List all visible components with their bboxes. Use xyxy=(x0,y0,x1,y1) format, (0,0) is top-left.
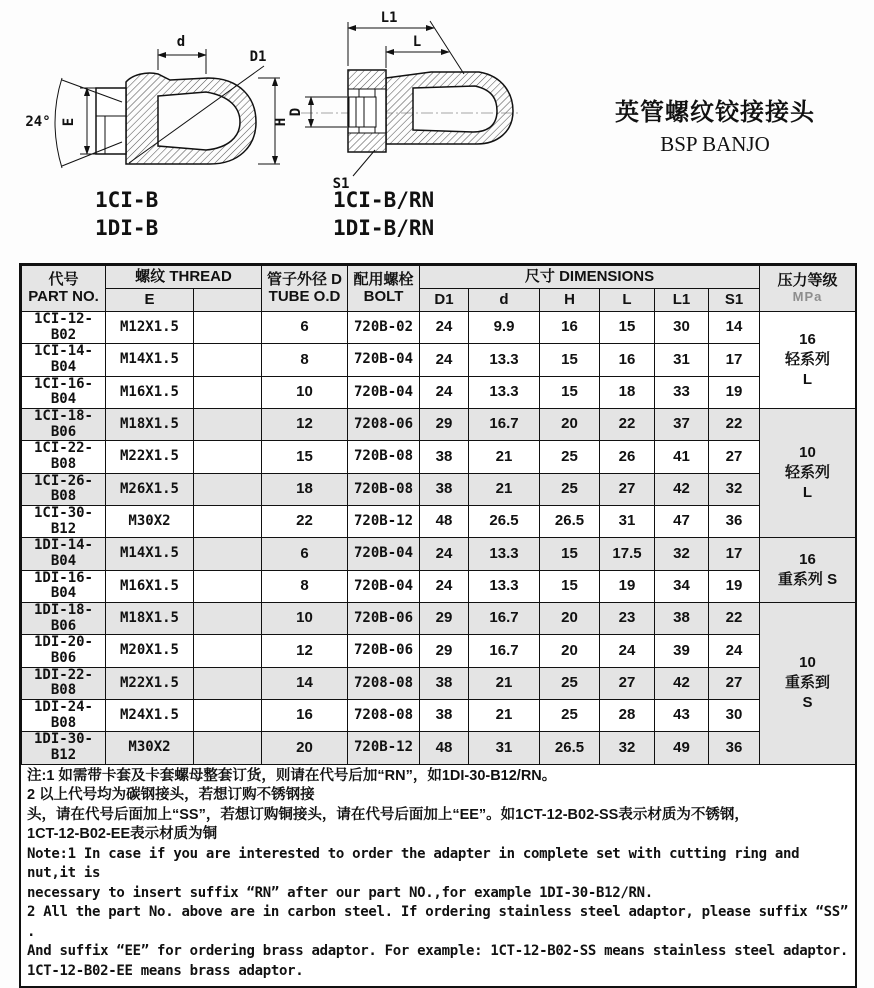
table-row xyxy=(22,506,856,538)
cell-d: 16.7 xyxy=(469,409,540,441)
cell-pressure-group xyxy=(760,603,856,765)
cell-bolt: 7208-08 xyxy=(348,700,420,732)
cell-thread-e: M24X1.5 xyxy=(106,700,194,732)
cell-tube-od: 10 xyxy=(262,376,348,408)
cell-tube-od: 18 xyxy=(262,473,348,505)
cell-s1: 27 xyxy=(709,441,760,473)
cell-d1: 38 xyxy=(420,700,469,732)
page-title-zh: 英管螺纹铰接接头 xyxy=(615,100,815,126)
cell-l: 27 xyxy=(600,473,655,505)
cell-h: 25 xyxy=(540,667,600,699)
banjo-with-nut-drawing xyxy=(283,10,565,206)
cell-s1: 32 xyxy=(709,473,760,505)
table-row xyxy=(22,603,856,635)
cell-d1: 24 xyxy=(420,376,469,408)
cell-part-no: 1CI-14-B04 xyxy=(22,344,106,376)
cell-s1: 36 xyxy=(709,506,760,538)
banjo-body-outline xyxy=(386,72,513,144)
cell-l: 18 xyxy=(600,376,655,408)
header-thread: 螺纹 THREAD xyxy=(106,266,262,289)
cell-thread-e: M30X2 xyxy=(106,506,194,538)
table-row xyxy=(22,538,856,570)
dim-label-angle: 24° xyxy=(25,114,51,130)
cell-l: 28 xyxy=(600,700,655,732)
header-dim-d1: D1 xyxy=(420,289,469,312)
dim-label-s1: S1 xyxy=(332,176,350,192)
cell-pressure-group xyxy=(760,538,856,603)
cell-l: 22 xyxy=(600,409,655,441)
cell-s1: 22 xyxy=(709,409,760,441)
cell-d: 13.3 xyxy=(469,376,540,408)
cell-part-no: 1CI-16-B04 xyxy=(22,376,106,408)
cell-l1: 32 xyxy=(655,538,709,570)
pressure-group-line: 重系列 S xyxy=(777,571,838,589)
cell-s1: 17 xyxy=(709,538,760,570)
note-line-zh: 1CT-12-B02-EE表示材质为铜 xyxy=(27,826,218,843)
table-row xyxy=(22,700,856,732)
header-part-no-zh: 代号 xyxy=(48,270,79,288)
cell-tube-od: 12 xyxy=(262,635,348,667)
pressure-group-line: S xyxy=(802,694,813,712)
cell-s1: 27 xyxy=(709,667,760,699)
cell-l: 16 xyxy=(600,344,655,376)
header-pressure xyxy=(760,266,856,312)
note-line-zh: 注:1 如需带卡套及卡套螺母整套订货，则请在代号后加“RN”，如1DI-30-B12/RN。 xyxy=(27,767,557,784)
cell-d1: 29 xyxy=(420,409,469,441)
header-dim-s1: S1 xyxy=(709,289,760,312)
cell-bolt: 720B-04 xyxy=(348,376,420,408)
pressure-group-line: L xyxy=(802,484,813,502)
cell-tube-od: 8 xyxy=(262,570,348,602)
pressure-group-line: 16 xyxy=(799,331,816,349)
pressure-group-line: 轻系列 xyxy=(785,464,831,482)
cell-thread-e: M30X2 xyxy=(106,732,194,764)
header-tube-en: TUBE O.D xyxy=(268,287,341,305)
table-row xyxy=(22,732,856,764)
cell-bolt: 720B-08 xyxy=(348,441,420,473)
cell-bolt: 720B-06 xyxy=(348,603,420,635)
cell-tube-od: 22 xyxy=(262,506,348,538)
variant-labels-right xyxy=(333,186,434,242)
cell-part-no: 1DI-22-B08 xyxy=(22,667,106,699)
dim-label-e: E xyxy=(61,117,77,127)
dim-label-l1: L1 xyxy=(380,10,398,26)
cell-bolt: 720B-06 xyxy=(348,635,420,667)
cell-l: 19 xyxy=(600,570,655,602)
cell-thread-e: M16X1.5 xyxy=(106,376,194,408)
cell-h: 16 xyxy=(540,312,600,344)
table-row xyxy=(22,409,856,441)
cell-d: 21 xyxy=(469,667,540,699)
cell-thread-blank xyxy=(194,506,262,538)
cell-thread-blank xyxy=(194,635,262,667)
cell-l1: 47 xyxy=(655,506,709,538)
cell-d1: 48 xyxy=(420,732,469,764)
header-dim-l1: L1 xyxy=(655,289,709,312)
cell-d: 31 xyxy=(469,732,540,764)
cell-s1: 22 xyxy=(709,603,760,635)
cutting-ring xyxy=(349,97,376,127)
cell-h: 15 xyxy=(540,538,600,570)
cell-thread-blank xyxy=(194,312,262,344)
note-line-en: Note:1 In case if you are interested to order the adapter in complete set with cutting ring and nut,it is xyxy=(27,845,800,882)
spec-table-wrapper xyxy=(19,263,857,988)
cell-s1: 30 xyxy=(709,700,760,732)
cell-bolt: 7208-06 xyxy=(348,409,420,441)
cell-l: 26 xyxy=(600,441,655,473)
cell-pressure-group xyxy=(760,409,856,538)
cell-l1: 49 xyxy=(655,732,709,764)
cell-part-no: 1DI-24-B08 xyxy=(22,700,106,732)
header-dim-d: d xyxy=(469,289,540,312)
cell-thread-blank xyxy=(194,441,262,473)
cell-s1: 14 xyxy=(709,312,760,344)
cell-d1: 29 xyxy=(420,603,469,635)
note-line-en: 1CT-12-B02-EE means brass adaptor. xyxy=(27,962,304,979)
cell-h: 20 xyxy=(540,603,600,635)
header-dimensions: 尺寸 DIMENSIONS xyxy=(420,266,760,289)
header-dim-l: L xyxy=(600,289,655,312)
cell-l1: 38 xyxy=(655,603,709,635)
banjo-section-drawing xyxy=(8,16,290,206)
cell-d: 13.3 xyxy=(469,570,540,602)
cell-l1: 42 xyxy=(655,667,709,699)
cell-tube-od: 14 xyxy=(262,667,348,699)
cell-part-no: 1DI-16-B04 xyxy=(22,570,106,602)
cell-bolt: 720B-12 xyxy=(348,732,420,764)
cell-bolt: 720B-12 xyxy=(348,506,420,538)
dimension-table xyxy=(21,265,856,765)
cell-h: 26.5 xyxy=(540,732,600,764)
cell-l1: 39 xyxy=(655,635,709,667)
cell-l: 17.5 xyxy=(600,538,655,570)
dim-label-d: D xyxy=(288,107,304,117)
cell-thread-e: M22X1.5 xyxy=(106,441,194,473)
cell-s1: 24 xyxy=(709,635,760,667)
header-part-no-en: PART NO. xyxy=(28,287,99,305)
cell-thread-blank xyxy=(194,409,262,441)
cell-s1: 17 xyxy=(709,344,760,376)
table-body xyxy=(22,312,856,765)
table-row xyxy=(22,473,856,505)
cell-l: 32 xyxy=(600,732,655,764)
cell-l: 23 xyxy=(600,603,655,635)
cell-thread-blank xyxy=(194,700,262,732)
cell-l1: 41 xyxy=(655,441,709,473)
table-row xyxy=(22,441,856,473)
cell-tube-od: 20 xyxy=(262,732,348,764)
table-row xyxy=(22,344,856,376)
cell-part-no: 1DI-14-B04 xyxy=(22,538,106,570)
cell-s1: 36 xyxy=(709,732,760,764)
cell-h: 25 xyxy=(540,473,600,505)
table-row xyxy=(22,635,856,667)
cell-part-no: 1CI-22-B08 xyxy=(22,441,106,473)
header-thread-e: E xyxy=(106,289,194,312)
cell-thread-blank xyxy=(194,473,262,505)
cell-thread-blank xyxy=(194,732,262,764)
cell-thread-blank xyxy=(194,538,262,570)
cell-l: 27 xyxy=(600,667,655,699)
cell-part-no: 1CI-30-B12 xyxy=(22,506,106,538)
cell-d: 21 xyxy=(469,473,540,505)
variant-label: 1DI-B xyxy=(95,216,159,240)
cell-s1: 19 xyxy=(709,376,760,408)
pressure-group-line: 16 xyxy=(799,551,816,569)
cell-bolt: 720B-04 xyxy=(348,570,420,602)
cell-s1: 19 xyxy=(709,570,760,602)
cell-l: 24 xyxy=(600,635,655,667)
cell-l1: 30 xyxy=(655,312,709,344)
page-title-en: BSP BANJO xyxy=(660,132,770,156)
cell-d1: 38 xyxy=(420,667,469,699)
note-line-zh: 2 以上代号均为碳钢接头，若想订购不锈钢接 xyxy=(27,787,315,804)
cell-d1: 24 xyxy=(420,312,469,344)
note-line-en: And suffix “EE” for ordering brass adaptor. For example: 1CT-12-B02-SS means stainless steel adaptor. xyxy=(27,943,849,960)
cell-l: 31 xyxy=(600,506,655,538)
cell-d1: 38 xyxy=(420,441,469,473)
header-bolt-zh: 配用螺栓 xyxy=(353,270,414,288)
notes xyxy=(21,765,855,987)
table-row xyxy=(22,667,856,699)
cell-bolt: 720B-02 xyxy=(348,312,420,344)
header-thread-blank xyxy=(194,289,262,312)
cell-d: 21 xyxy=(469,441,540,473)
cell-l: 15 xyxy=(600,312,655,344)
cell-d: 21 xyxy=(469,700,540,732)
cell-part-no: 1DI-18-B06 xyxy=(22,603,106,635)
cell-tube-od: 6 xyxy=(262,538,348,570)
cell-part-no: 1DI-20-B06 xyxy=(22,635,106,667)
cell-l1: 43 xyxy=(655,700,709,732)
cell-thread-e: M14X1.5 xyxy=(106,344,194,376)
note-line-en: necessary to insert suffix “RN” after our part NO.,for example 1DI-30-B12/RN. xyxy=(27,884,653,901)
pressure-group-line: 重系到 xyxy=(785,674,831,692)
cell-tube-od: 8 xyxy=(262,344,348,376)
header-pressure-zh: 压力等级 xyxy=(777,271,838,289)
cell-thread-blank xyxy=(194,667,262,699)
cell-h: 25 xyxy=(540,700,600,732)
cell-l1: 37 xyxy=(655,409,709,441)
cell-l1: 42 xyxy=(655,473,709,505)
pressure-group-line: 10 xyxy=(799,654,816,672)
s1-leader-line xyxy=(353,150,375,176)
note-line-en: 2 All the part No. above are in carbon steel. If ordering stainless steel adaptor, please suffix “SS” . xyxy=(27,904,849,940)
cell-h: 26.5 xyxy=(540,506,600,538)
cell-bolt: 720B-08 xyxy=(348,473,420,505)
cell-d: 26.5 xyxy=(469,506,540,538)
variant-label: 1CI-B xyxy=(95,188,159,212)
cell-h: 15 xyxy=(540,376,600,408)
header-pressure-en: MPa xyxy=(792,288,823,304)
cell-thread-e: M20X1.5 xyxy=(106,635,194,667)
cell-thread-e: M16X1.5 xyxy=(106,570,194,602)
cell-tube-od: 16 xyxy=(262,700,348,732)
pressure-group-line: 10 xyxy=(799,444,816,462)
cell-d: 13.3 xyxy=(469,538,540,570)
variant-label: 1DI-B/RN xyxy=(333,216,435,240)
cell-part-no: 1CI-18-B06 xyxy=(22,409,106,441)
cell-thread-e: M14X1.5 xyxy=(106,538,194,570)
header-tube-od xyxy=(262,266,348,312)
cell-l1: 31 xyxy=(655,344,709,376)
header-part-no xyxy=(22,266,106,312)
pressure-group-line: 轻系列 xyxy=(785,351,831,369)
variant-labels-left xyxy=(95,186,158,242)
cell-d1: 24 xyxy=(420,538,469,570)
cell-tube-od: 15 xyxy=(262,441,348,473)
cell-h: 25 xyxy=(540,441,600,473)
dim-label-h: H xyxy=(273,117,289,127)
cell-thread-blank xyxy=(194,603,262,635)
header-dim-h: H xyxy=(540,289,600,312)
pressure-group-line: L xyxy=(802,371,813,389)
cell-d1: 29 xyxy=(420,635,469,667)
cell-bolt: 720B-04 xyxy=(348,344,420,376)
cell-l1: 33 xyxy=(655,376,709,408)
cell-h: 20 xyxy=(540,409,600,441)
cell-d1: 24 xyxy=(420,570,469,602)
dim-label-d: d xyxy=(176,34,186,50)
cell-part-no: 1CI-26-B08 xyxy=(22,473,106,505)
table-row xyxy=(22,312,856,344)
variant-label: 1CI-B/RN xyxy=(333,188,435,212)
table-row xyxy=(22,570,856,602)
cell-bolt: 720B-04 xyxy=(348,538,420,570)
cell-d: 16.7 xyxy=(469,603,540,635)
note-line-zh: 头，请在代号后面加上“SS”，若想订购铜接头，请在代号后面加上“EE”。如1CT-12-B02-SS表示材质为不锈钢， xyxy=(27,806,749,823)
dim-label-l: L xyxy=(412,34,422,50)
header-tube-zh: 管子外径 D xyxy=(267,270,343,288)
cell-part-no: 1CI-12-B02 xyxy=(22,312,106,344)
cell-thread-e: M26X1.5 xyxy=(106,473,194,505)
cell-thread-e: M18X1.5 xyxy=(106,603,194,635)
table-row xyxy=(22,376,856,408)
cell-thread-blank xyxy=(194,344,262,376)
cell-l1: 34 xyxy=(655,570,709,602)
cell-d1: 48 xyxy=(420,506,469,538)
cell-d1: 24 xyxy=(420,344,469,376)
cell-h: 20 xyxy=(540,635,600,667)
cell-d: 13.3 xyxy=(469,344,540,376)
cell-d1: 38 xyxy=(420,473,469,505)
cell-bolt: 7208-08 xyxy=(348,667,420,699)
header-bolt-en: BOLT xyxy=(363,287,404,305)
cell-h: 15 xyxy=(540,344,600,376)
cell-d: 16.7 xyxy=(469,635,540,667)
cell-thread-e: M18X1.5 xyxy=(106,409,194,441)
header-bolt xyxy=(348,266,420,312)
cell-pressure-group xyxy=(760,312,856,409)
cell-thread-blank xyxy=(194,570,262,602)
dim-label-d1: D1 xyxy=(249,49,267,65)
cell-d: 9.9 xyxy=(469,312,540,344)
cell-part-no: 1DI-30-B12 xyxy=(22,732,106,764)
cell-tube-od: 6 xyxy=(262,312,348,344)
cell-tube-od: 10 xyxy=(262,603,348,635)
cell-tube-od: 12 xyxy=(262,409,348,441)
cell-thread-e: M12X1.5 xyxy=(106,312,194,344)
cell-thread-e: M22X1.5 xyxy=(106,667,194,699)
cell-thread-blank xyxy=(194,376,262,408)
title-block xyxy=(575,92,855,157)
cell-h: 15 xyxy=(540,570,600,602)
